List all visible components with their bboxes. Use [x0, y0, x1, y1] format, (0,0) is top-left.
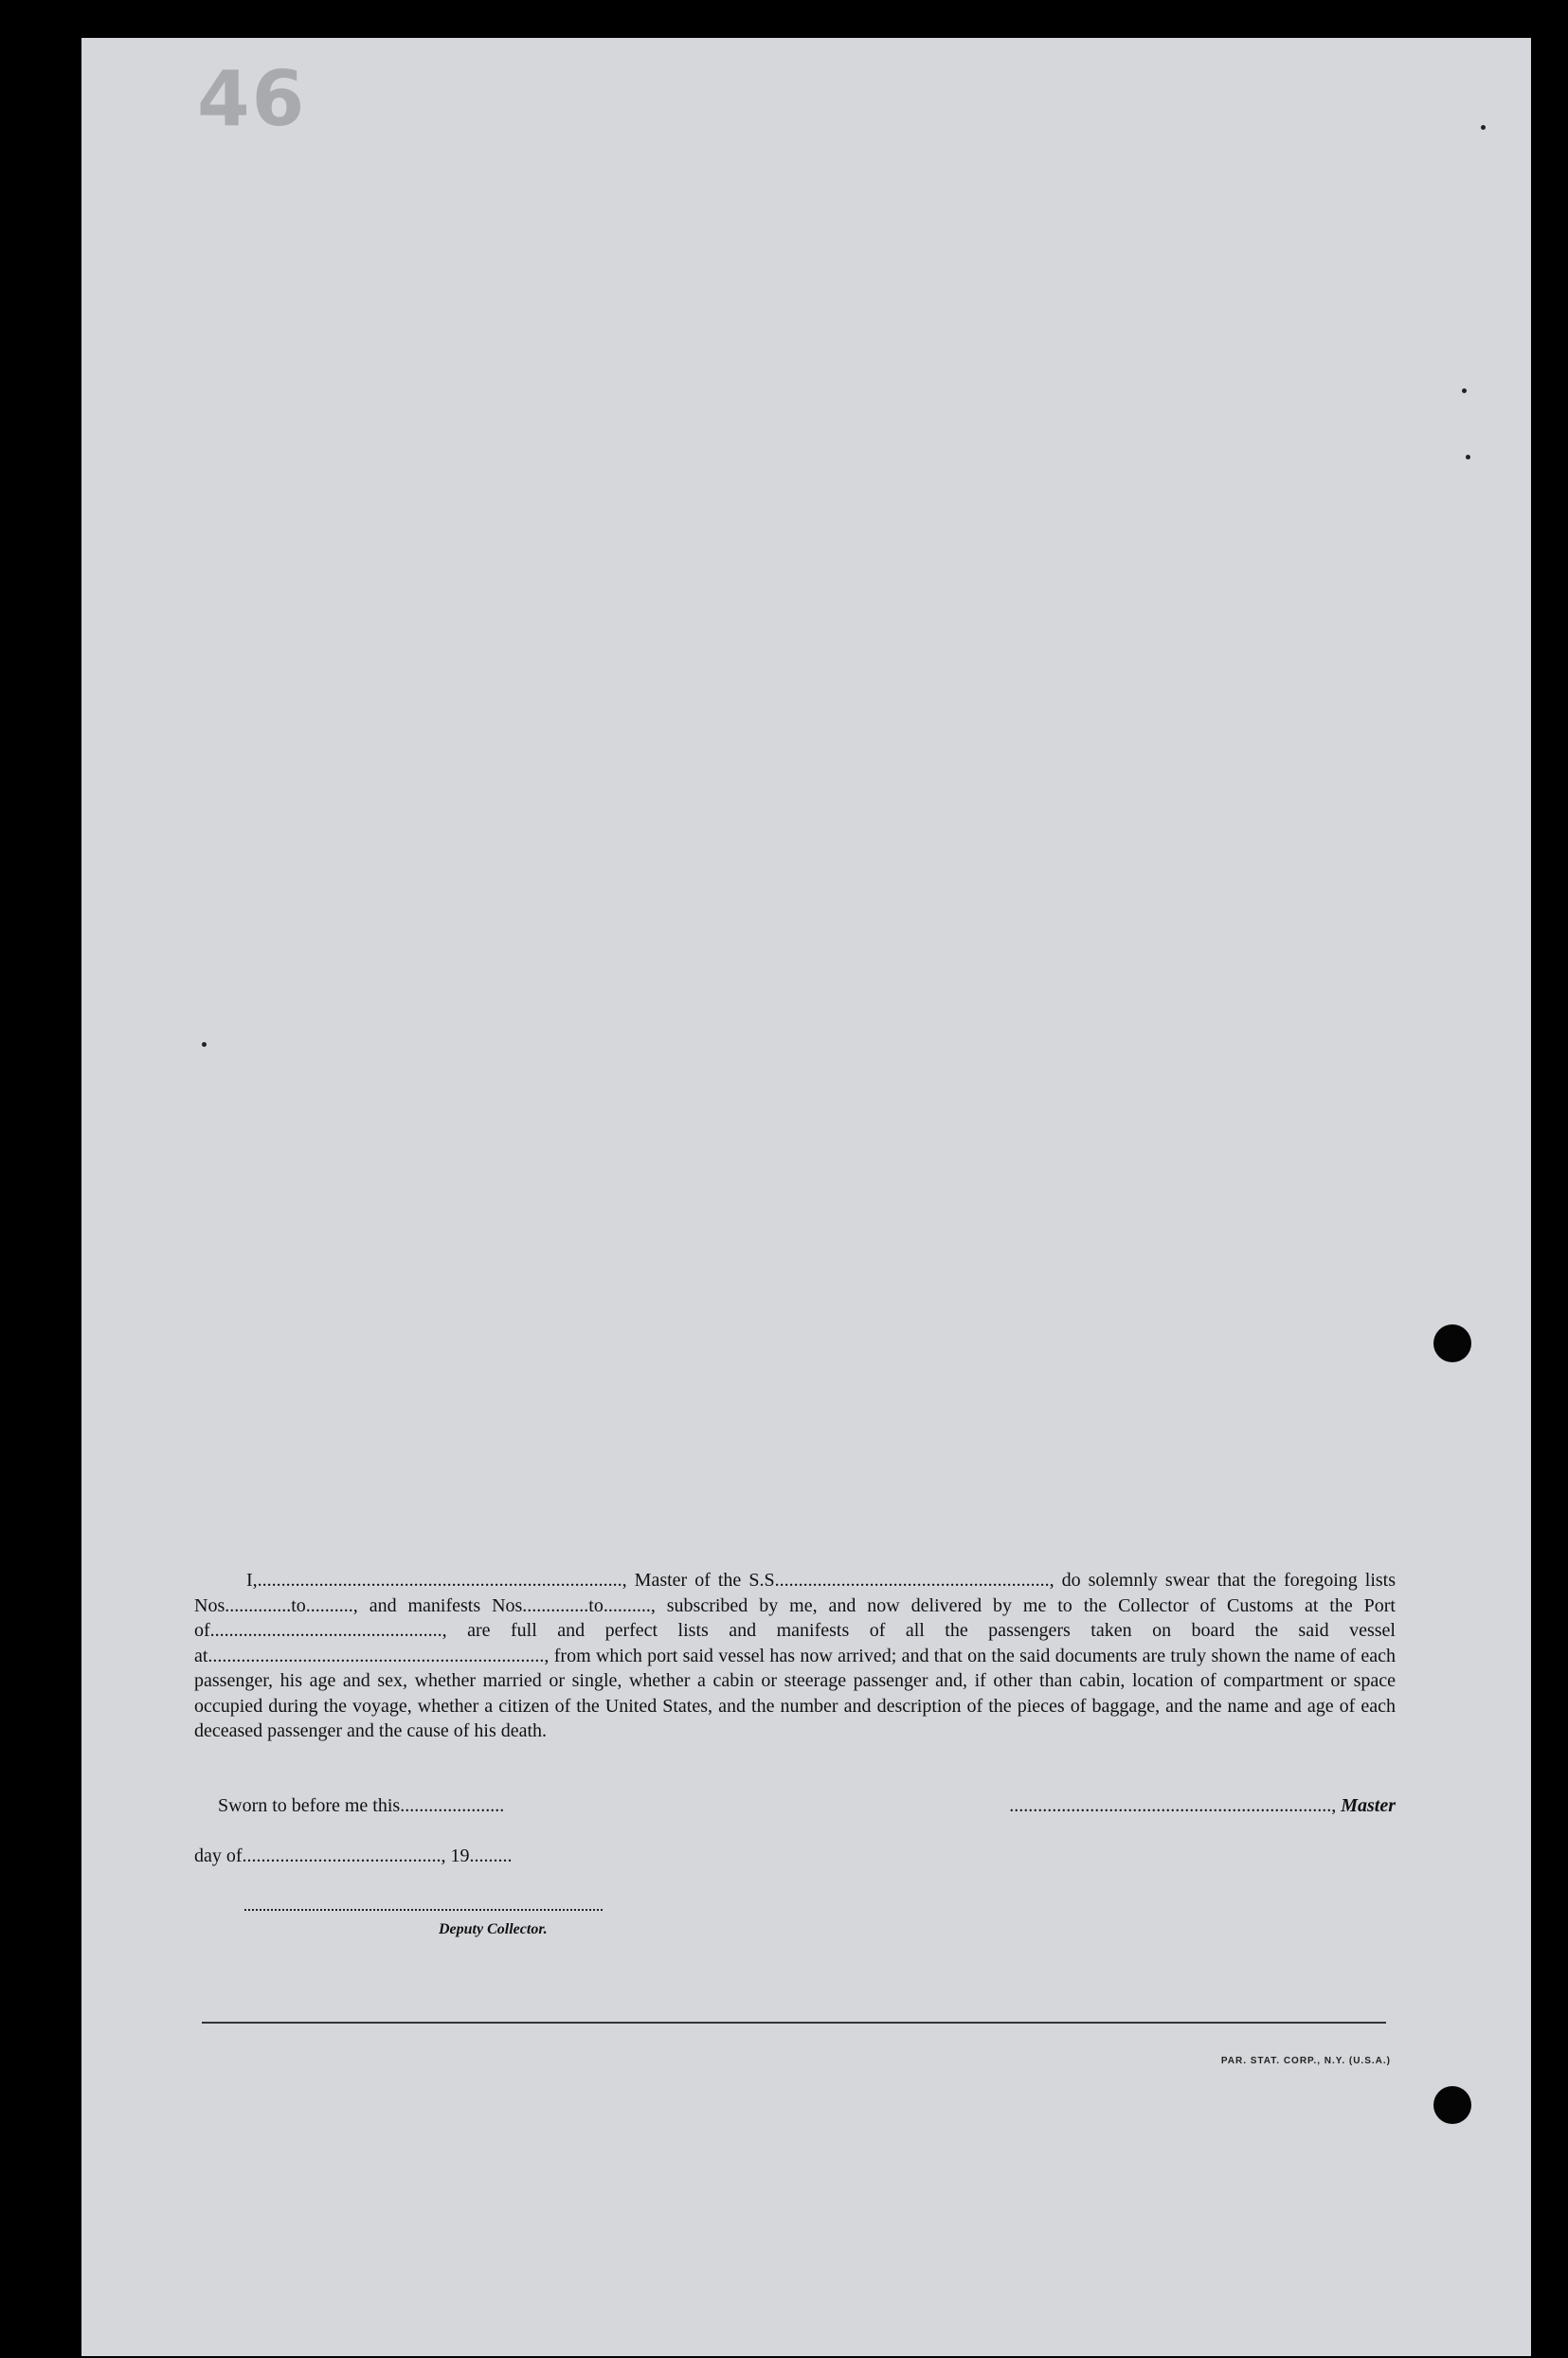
master-signature-dots: ...................................................................., — [1009, 1795, 1337, 1816]
speck — [1462, 388, 1467, 393]
day-of-line: day of.........................................., 19......... — [194, 1845, 513, 1866]
speck — [1466, 455, 1470, 459]
bottom-rule — [202, 2022, 1386, 2024]
master-signature-line — [1009, 1795, 1396, 1817]
oath-text: I,............................................................................., Master of the S.S.........................................................., do solemnly swear that the foregoing lists Nos..............to.........., and manifests Nos..............to.........., subscribed by me, and now delivered by me to the Collector of Customs at the Port of................................................., are full and perfect lists and manifests of all the passengers taken on board the said vessel at......................................................................., from which port said vessel has now arrived; and that on the said documents are truly shown the name of each passenger, his age and sex, whether married or single, whether a cabin or steerage passenger and, if other than cabin, location of compartment or space occupied during the voyage, whether a citizen of the United States, and the number and description of the pieces of baggage, and the name and age of each deceased passenger and the cause of his death. — [194, 1570, 1396, 1741]
printer-imprint: PAR. STAT. CORP., N.Y. (U.S.A.) — [1220, 2056, 1391, 2066]
master-oath-paragraph — [194, 1568, 1396, 1744]
punch-hole-lower — [1433, 2086, 1471, 2124]
document-page — [81, 38, 1531, 2356]
punch-hole-upper — [1433, 1324, 1471, 1362]
speck — [1481, 125, 1486, 130]
deputy-collector-signature-line — [244, 1899, 603, 1911]
master-label: Master — [1341, 1795, 1396, 1816]
speck — [202, 1042, 207, 1047]
sworn-to-line: Sworn to before me this...................... — [218, 1795, 505, 1816]
deputy-collector-label: Deputy Collector. — [439, 1921, 548, 1937]
page-number-stamp: 46 — [197, 55, 307, 143]
